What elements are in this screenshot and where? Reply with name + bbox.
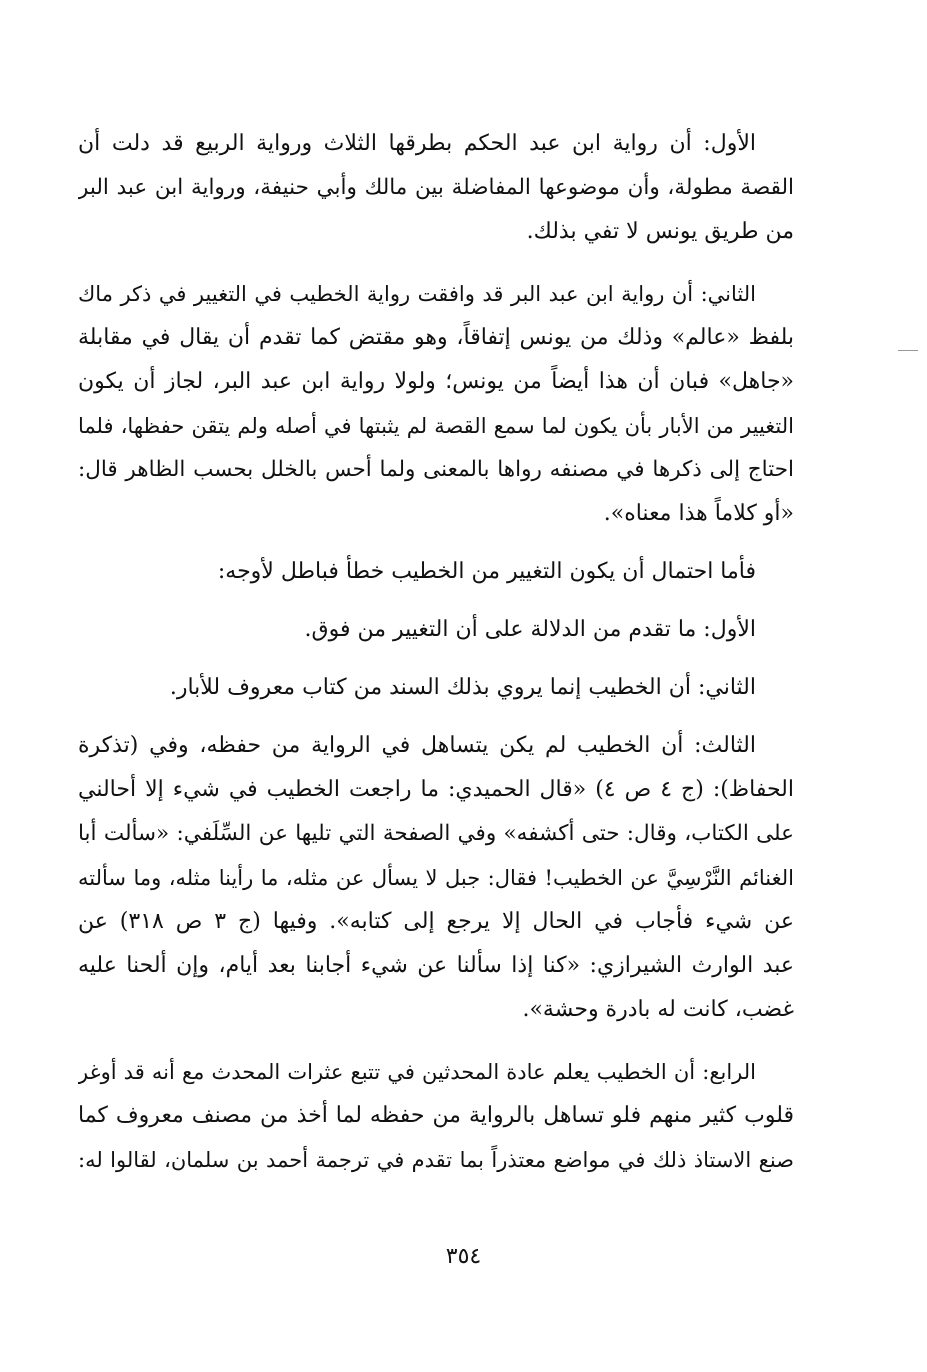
text-line: القصة مطولة، وأن موضوعها المفاضلة بين مالك وأبي حنيفة، ورواية ابن عبد البر [78,175,794,200]
text-line: احتاج إلى ذكرها في مصنفه رواها بالمعنى ولما أحس بالخلل بحسب الظاهر قال: [78,457,794,482]
text-line: من طريق يونس لا تفي بذلك. [526,219,794,244]
text-line: صنع الاستاذ ذلك في مواضع معتذراً بما تقدم في ترجمة أحمد بن سلمان، لقالوا له: [78,1148,794,1172]
paragraph-khatib-error [78,550,794,594]
paragraph-fourth-reason [78,1050,794,1182]
text-line: الرابع: أن الخطيب يعلم عادة المحدثين في تتبع عثرات المحدث مع أنه قد أوغر [78,1060,756,1084]
page-number: ٣٥٤ [445,1244,482,1269]
paragraph-second-reason [78,666,794,710]
text-line: الأول: ما تقدم من الدلالة على أن التغيير من فوق. [304,617,756,642]
text-line: «جاهل» فبان أن هذا أيضاً من يونس؛ ولولا رواية ابن عبد البر، لجاز أن يكون [78,369,794,394]
paragraph-second-point [78,272,794,536]
text-line: الحفاظ): (ج ٤ ص ٤) «قال الحميدي: ما راجعت الخطيب في شيء إلا أحالني [78,777,794,802]
text-line: فأما احتمال أن يكون التغيير من الخطيب خطأ فباطل لأوجه: [217,559,756,584]
text-line: غضب، كانت له بادرة وحشة». [522,997,794,1022]
text-line: الثاني: أن الخطيب إنما يروي بذلك السند من كتاب معروف للأبار. [169,675,756,700]
text-line: الأول: أن رواية ابن عبد الحكم بطرقها الثلاث ورواية الربيع قد دلت أن [78,131,756,156]
text-line: الثاني: أن رواية ابن عبد البر قد وافقت رواية الخطيب في التغيير في ذكر ماك [78,282,756,306]
text-line: عن شيء فأجاب في الحال إلا يرجع إلى كتابه». وفيها (ج ٣ ص ٣١٨) عن [78,909,794,934]
paragraph-third-reason [78,724,794,1032]
paragraph-first-reason [78,608,794,652]
page-body [78,122,794,1182]
text-line: بلفظ «عالم» وذلك من يونس إتفاقاً، وهو مقتض كما تقدم أن يقال في مقابلة [78,325,794,350]
scan-mark [898,350,918,351]
text-line: الغنائم النَّرْسِيَّ عن الخطيب! فقال: جبل لا يسأل عن مثله، ما رأينا مثله، وما سألته [78,866,794,890]
text-line: قلوب كثير منهم فلو تساهل بالرواية من حفظه لما أخذ من مصنف معروف كما [78,1103,794,1128]
text-line: على الكتاب، وقال: حتى أكشفه» وفي الصفحة التي تليها عن السِّلَفي: «سألت أبا [78,821,794,846]
text-line: عبد الوارث الشيرازي: «كنا إذا سألنا عن شيء أجابنا بعد أيام، وإن ألحنا عليه [78,953,794,978]
text-line: الثالث: أن الخطيب لم يكن يتساهل في الرواية من حفظه، وفي (تذكرة [78,733,756,758]
text-line: التغيير من الأبار بأن يكون لما سمع القصة لم يثبتها في أصله ولم يتقن حفظها، فلما [78,414,794,438]
paragraph-first-point [78,122,794,254]
text-line: «أو كلاماً هذا معناه». [603,501,794,526]
